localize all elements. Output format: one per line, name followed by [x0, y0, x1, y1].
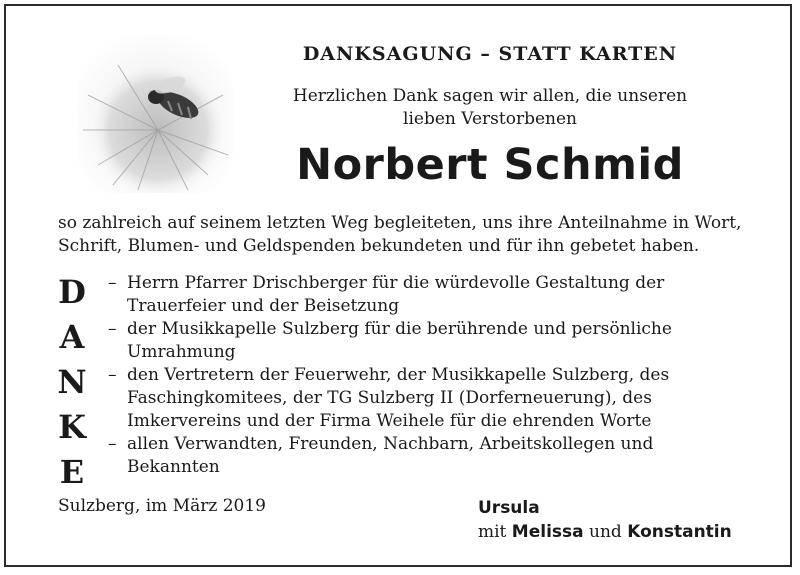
signature: Ursula mit Melissa und Konstantin — [478, 498, 732, 542]
body-text — [58, 212, 778, 258]
list-item: – den Vertretern der Feuerwehr, der Musikkapelle Sulzberg, des Faschingkomitees, der TG Sulzberg II (Dorferneuerung), des Imkervereins und der Firma Weihele für die ehrenden Worte — [108, 365, 670, 431]
list-item: – der Musikkapelle Sulzberg für die berührende und persönliche Umrahmung — [108, 319, 672, 362]
list-item: – Herrn Pfarrer Drischberger für die würdevolle Gestaltung der Trauerfeier und der Beisetzung — [108, 273, 665, 316]
signer-name: Ursula — [478, 498, 540, 518]
deceased-name: Norbert Schmid — [296, 140, 684, 190]
bee-on-flower-image — [78, 35, 233, 193]
danke-letter: K — [58, 408, 86, 446]
intro-line: lieben Verstorbenen — [403, 109, 577, 129]
list-item: – allen Verwandten, Freunden, Nachbarn, Arbeitskollegen und Bekannten — [108, 434, 654, 477]
signer-name: Konstantin — [627, 522, 732, 542]
danke-vertical-word — [52, 270, 92, 495]
notice-heading: DANKSAGUNG – STATT KARTEN — [302, 43, 678, 65]
place-date: Sulzberg, im März 2019 — [58, 496, 267, 516]
danke-letter: A — [59, 318, 85, 356]
danke-letter: D — [58, 273, 86, 311]
signer-name: Melissa — [511, 522, 584, 542]
danke-letter: E — [59, 453, 85, 491]
thanks-list — [108, 272, 788, 479]
intro-line: Herzlichen Dank sagen wir allen, die unseren — [292, 86, 688, 106]
danke-letter: N — [57, 363, 87, 401]
body-line: Schrift, Blumen- und Geldspenden bekundeten und für ihn gebetet haben. — [58, 236, 700, 256]
intro-text — [250, 85, 730, 131]
body-line: so zahlreich auf seinem letzten Weg begleiteten, uns ihre Anteilnahme in Wort, — [58, 213, 742, 233]
